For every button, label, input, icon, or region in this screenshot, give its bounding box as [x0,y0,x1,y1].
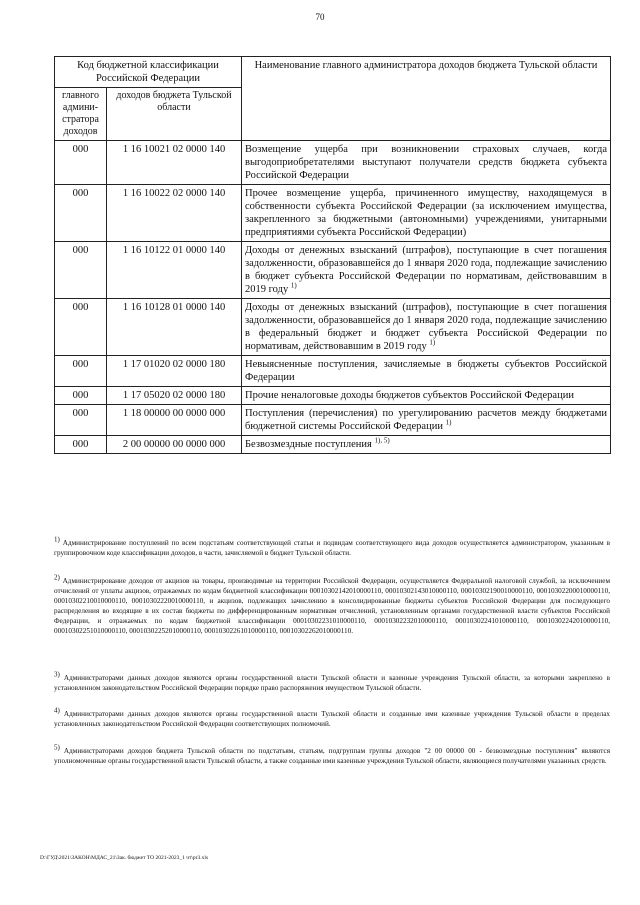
footnote-mark: 2) [54,573,60,582]
footnote-mark: 1) [54,535,60,544]
name-text: Прочие неналоговые доходы бюджетов субъектов Российской Федерации [245,390,574,401]
admin-code-cell: 000 [55,405,107,436]
name-text: Возмещение ущерба при возникновении страховых случаев, когда выгодоприобретателями выступают получатели средств бюджета субъекта Российской Федерации [245,144,607,181]
admin-code-cell: 000 [55,436,107,454]
name-text: Доходы от денежных взысканий (штрафов), поступающие в счет погашения задолженности, образовавшейся до 1 января 2020 года, подлежащие зачислению в федеральный бюджет и бюджет субъекта Российской Федерации по нормативам, действовавшим в 2019 году [245,302,607,352]
footnote [54,743,610,766]
table-row [55,299,611,356]
name-cell [242,356,611,387]
name-cell [242,242,611,299]
income-code-cell: 1 16 10022 02 0000 140 [107,185,242,242]
footnote-ref: 1) [445,418,452,427]
footnote [54,535,611,558]
footnote-text: Администрирование доходов от акцизов на товары, производимые на территории Российской Федерации, осуществляется Федеральной налоговой службой, за исключением отчислений от уплаты акцизов, отражаемых по кодам бюджетной классификации 00010302142010000110, 00010302143010000110, 00010302190010000110, 00010302200010000110, 00010302210010000110, 00010302220010000110, и акцизов, подлежащих зачислению в консолидированные бюджеты субъектов Российской Федерации для последующего распределения во входящие в их состав бюджеты по дифференцированным нормативам отчислений, установленным органами государственной власти субъектов Российской Федерации, и отражаемых по кодам бюджетной классификации 00010302231010000110, 00010302232010000110, 00010302241010000110, 00010302242010000110, 00010302251010000110, 00010302252010000110, 00010302261010000110, 00010302262010000110. [54,577,611,635]
footnote-ref: 1) [429,338,436,347]
name-text: Невыясненные поступления, зачисляемые в бюджеты субъектов Российской Федерации [245,359,607,383]
table-row [55,242,611,299]
file-path-footer: D:\ГУД\2021\ЗАКОН\МДАС_21\Зак. бюджет ТО 2021-2023_1 чт\pr3.xls [40,855,209,861]
income-code-cell: 1 17 01020 02 0000 180 [107,356,242,387]
table-row [55,141,611,185]
footnote-text: Администрирование поступлений по всем подстатьям соответствующей статьи и подвидам соответствующего вида доходов осуществляется администратором, указанным в группировочном коде классификации доходов, в части, зачисляемой в бюджет Тульской области. [54,539,611,557]
name-text: Безвозмездные поступления [245,439,372,450]
footnote [54,670,610,693]
page-number: 70 [315,12,325,22]
name-cell [242,436,611,454]
income-code-cell: 1 16 10122 01 0000 140 [107,242,242,299]
header-name: Наименование главного администратора доходов бюджета Тульской области [242,57,611,141]
admin-code-cell: 000 [55,141,107,185]
budget-classification-table [54,56,611,454]
footnote-ref: 1) [290,281,297,290]
footnote-text: Администраторами доходов бюджета Тульской области по подстатьям, статьям, подгруппам группы доходов "2 00 00000 00 - безвозмездные поступления" являются уполномоченные органы государственной власти Тульской области, а также созданные ими казенные учреждения Тульской области, являющиеся получателями указанных средств. [54,747,610,765]
name-text: Доходы от денежных взысканий (штрафов), поступающие в счет погашения задолженности, образовавшейся до 1 января 2020 года, подлежащие зачислению в бюджет субъекта Российской Федерации по нормативам, действовавшим в 2019 году [245,245,607,295]
footnote [54,706,611,729]
footnote-mark: 3) [54,670,60,679]
admin-code-cell: 000 [55,242,107,299]
footnote-ref: 1), 5) [374,436,390,445]
income-code-cell: 1 18 00000 00 0000 000 [107,405,242,436]
name-text: Поступления (перечисления) по урегулированию расчетов между бюджетами бюджетной системы Российской Федерации [245,408,607,432]
name-text: Прочее возмещение ущерба, причиненного имуществу, находящемуся в собственности субъекта Российской Федерации (за исключением имущества, закрепленного за бюджетными (автономными) учреждениями, унитарными предприятиями субъекта Российской Федерации) [245,188,607,238]
admin-code-cell: 000 [55,299,107,356]
header-code-group: Код бюджетной классификации Российской Федерации [55,57,242,88]
income-code-cell: 2 00 00000 00 0000 000 [107,436,242,454]
footnote-text: Администраторами данных доходов являются органы государственной власти Тульской области и казенные учреждения Тульской области, за которыми закреплено в установленном законодательством Российской Федерации порядке право распоряжения имуществом Тульской области. [54,674,610,692]
income-code-cell: 1 16 10128 01 0000 140 [107,299,242,356]
footnote [54,573,611,636]
admin-code-cell: 000 [55,356,107,387]
name-cell [242,141,611,185]
income-code-cell: 1 16 10021 02 0000 140 [107,141,242,185]
name-cell [242,387,611,405]
table-row [55,405,611,436]
footnote-mark: 4) [54,706,60,715]
table-row [55,356,611,387]
table-row [55,387,611,405]
name-cell [242,405,611,436]
name-cell [242,299,611,356]
table-row [55,436,611,454]
table-row [55,185,611,242]
footnote-text: Администраторами данных доходов являются органы государственной власти Тульской области и созданные ими казенные учреждения Тульской области в пределах установленных законодательством Российской Федерации соответствующих полномочий. [54,710,611,728]
admin-code-cell: 000 [55,185,107,242]
footnote-mark: 5) [54,743,60,752]
name-cell [242,185,611,242]
admin-code-cell: 000 [55,387,107,405]
income-code-cell: 1 17 05020 02 0000 180 [107,387,242,405]
header-income: доходов бюджета Тульской области [107,88,242,141]
header-admin: главного админи-стратора доходов [55,88,107,141]
